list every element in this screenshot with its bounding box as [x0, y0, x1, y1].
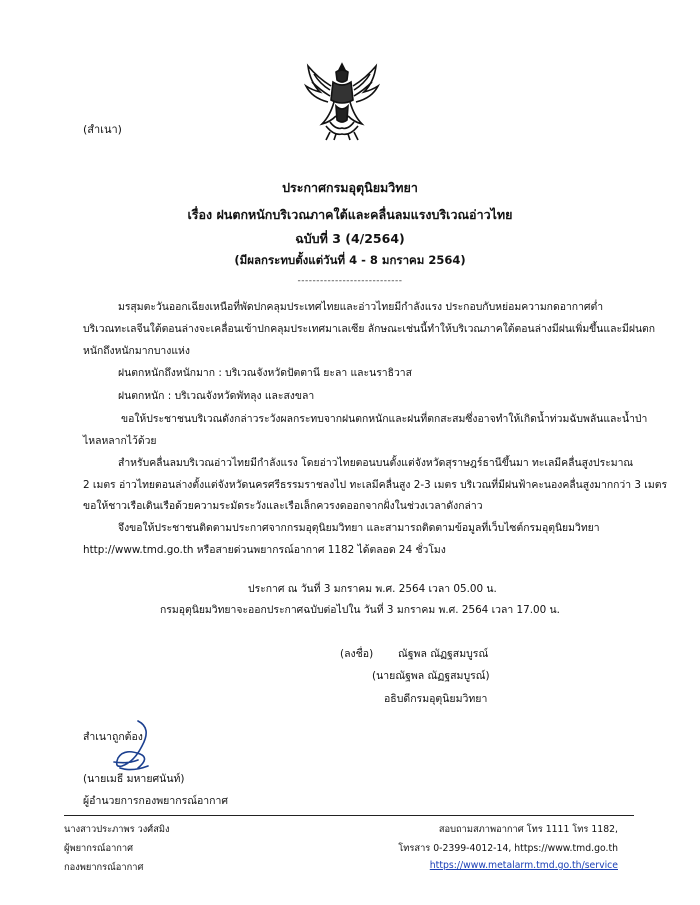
announcement-subject: เรื่อง ฝนตกหนักบริเวณภาคใต้และคลื่นลมแรงบริเวณอ่าวไทย: [187, 207, 513, 222]
forecaster-role: ผู้พยากรณ์อากาศ: [64, 843, 134, 854]
copy-label: (สำเนา): [83, 123, 122, 136]
paragraph-line: มรสุมตะวันออกเฉียงเหนือที่พัดปกคลุมประเทศไทยและอ่าวไทยมีกำลังแรง ประกอบกับหย่อมความกดอากาศต่ำ: [118, 301, 604, 313]
paragraph-line: ขอให้ชาวเรือเดินเรือด้วยความระมัดระวังและเรือเล็กควรงดออกจากฝั่งในช่วงเวลาดังกล่าว: [83, 500, 483, 512]
effective-dates: (มีผลกระทบตั้งแต่วันที่ 4 - 8 มกราคม 2564): [234, 253, 466, 267]
signer-name: ณัฐพล ณัฏฐสมบูรณ์: [398, 648, 489, 660]
certified-copy-label: สำเนาถูกต้อง: [83, 731, 143, 743]
contact-fax-website: โทรสาร 0-2399-4012-14, https://www.tmd.go.th: [398, 843, 618, 854]
paragraph-line: จึงขอให้ประชาชนติดตามประกาศจากกรมอุตุนิยมวิทยา และสามารถติดตามข้อมูลที่เว็บไซต์กรมอุตุนิยมวิทยา: [118, 522, 600, 534]
service-link[interactable]: https://www.metalarm.tmd.go.th/service: [429, 860, 618, 871]
heavy-rain-areas: ฝนตกหนักถึงหนักมาก : บริเวณจังหวัดปัตตานี ยะลา และนราธิวาส: [118, 367, 412, 379]
agency-title: ประกาศกรมอุตุนิยมวิทยา: [282, 180, 418, 195]
forecaster-name: นางสาวประภาพร วงศ์สมิง: [64, 824, 170, 835]
title-separator: ----------------------------: [297, 276, 403, 286]
paragraph-line: สำหรับคลื่นลมบริเวณอ่าวไทยมีกำลังแรง โดยอ่าวไทยตอนบนตั้งแต่จังหวัดสุราษฎร์ธานีขึ้นมา ทะเลมีคลื่นสูงประมาณ: [118, 457, 634, 469]
certifier-position: ผู้อำนวยการกองพยากรณ์อากาศ: [83, 795, 229, 807]
next-issue-note: กรมอุตุนิยมวิทยาจะออกประกาศฉบับต่อไปใน วันที่ 3 มกราคม พ.ศ. 2564 เวลา 17.00 น.: [160, 604, 560, 616]
paragraph-line: ไหลหลากไว้ด้วย: [83, 435, 157, 447]
issue-number: ฉบับที่ 3 (4/2564): [295, 231, 405, 246]
signer-position: อธิบดีกรมอุตุนิยมวิทยา: [384, 693, 488, 705]
paragraph-line: ขอให้ประชาชนบริเวณดังกล่าวระวังผลกระทบจากฝนตกหนักและฝนที่ตกสะสมซึ่งอาจทำให้เกิดน้ำท่วมฉับพลันและน้ำป่า: [121, 413, 648, 425]
footer-divider: [64, 815, 634, 816]
paragraph-line: 2 เมตร อ่าวไทยตอนล่างตั้งแต่จังหวัดนครศรีธรรมราชลงไป ทะเลมีคลื่นสูง 2-3 เมตร บริเวณที่มีฝนฟ้าคะนองคลื่นสูงมากกว่า 3 เมตร: [83, 479, 668, 491]
certifier-name: (นายเมธี มหายศนันท์): [83, 773, 185, 785]
rain-areas: ฝนตกหนัก : บริเวณจังหวัดพัทลุง และสงขลา: [118, 390, 315, 402]
signed-label: (ลงชื่อ): [340, 648, 374, 660]
contact-phone: สอบถามสภาพอากาศ โทร 1111 โทร 1182,: [438, 824, 618, 835]
forecaster-division: กองพยากรณ์อากาศ: [64, 862, 144, 873]
paragraph-line: หนักถึงหนักมากบางแห่ง: [83, 345, 190, 357]
garuda-emblem-icon: [300, 60, 384, 142]
announcement-date: ประกาศ ณ วันที่ 3 มกราคม พ.ศ. 2564 เวลา 05.00 น.: [248, 583, 497, 595]
handwritten-signature-icon: [108, 718, 158, 773]
paragraph-line: http://www.tmd.go.th หรือสายด่วนพยากรณ์อากาศ 1182 ได้ตลอด 24 ชั่วโมง: [83, 544, 446, 556]
paragraph-line: บริเวณทะเลจีนใต้ตอนล่างจะเคลื่อนเข้าปกคลุมประเทศมาเลเซีย ลักษณะเช่นนี้ทำให้บริเวณภาคใต้ตอนล่างมีฝนเพิ่มขึ้นและมีฝนตก: [83, 323, 656, 335]
signer-full-name: (นายณัฐพล ณัฏฐสมบูรณ์): [372, 670, 490, 682]
